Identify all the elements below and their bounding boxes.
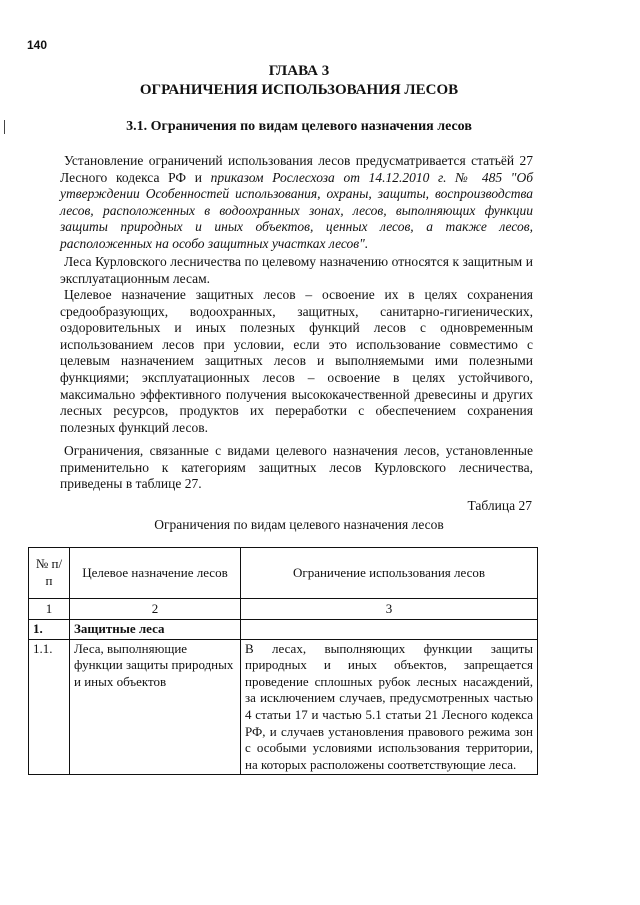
column-number-row xyxy=(29,599,538,620)
paragraph-2: Леса Курловского лесничества по целевому назначению относятся к защитным и эксплуатационным лесам. xyxy=(60,254,533,286)
header-restriction: Ограничение использования лесов xyxy=(241,548,538,599)
table-row xyxy=(29,620,538,640)
paragraph-4: Ограничения, связанные с видами целевого назначения лесов, установленные применительно к категориям защитных лесов Курловского лесничества, приведены в таблице 27. xyxy=(60,443,533,492)
table-header-row xyxy=(29,548,538,599)
chapter-title: ОГРАНИЧЕНИЯ ИСПОЛЬЗОВАНИЯ ЛЕСОВ xyxy=(139,82,459,98)
header-purpose: Целевое назначение лесов xyxy=(70,548,241,599)
table-title: Ограничения по видам целевого назначения лесов xyxy=(154,517,444,532)
page-number: 140 xyxy=(27,38,48,52)
column-number: 1 xyxy=(29,599,70,620)
row-restriction: В лесах, выполняющих функции защиты природных и иных объектов, запрещается проведение сплошных рубок лесных насаждений, за исключением случаев, предусмотренных частью 4 статьи 17 и частью 5.1 статьи 21 Лесного кодекса РФ, и случаев установления правового режима зон с особыми условиями использования территории, на которых расположены соответствующие леса. xyxy=(241,639,538,775)
table-number: Таблица 27 xyxy=(467,498,532,513)
row-purpose: Защитные леса xyxy=(70,620,241,640)
paragraph-3: Целевое назначение защитных лесов – освоение их в целях сохранения средообразующих, водоохранных, защитных, санитарно-гигиенических, оздоровительных и иных полезных функций лесов с одновременным использованием лесов при условии, если это использование совместимо с целевым назначением защитных лесов и выполняемыми ими полезными функциями; эксплуатационных лесов – освоение в целях устойчивого, максимально эффективного получения высококачественной древесины и других лесных ресурсов, продуктов их переработки с обеспечением сохранения полезных функций лесов. xyxy=(60,287,533,435)
column-number: 2 xyxy=(70,599,241,620)
paragraph-1-order-citation: приказом Рослесхоза от 14.12.2010 г. № 485 "Об утверждении Особенностей использования, охраны, защиты, воспроизводства лесов, расположенных в водоохранных зонах, лесов, выполняющих функции защиты природных и иных объектов, ценных лесов, а также лесов, расположенных на особо защитных участках лесов". xyxy=(60,169,533,251)
paragraph-1 xyxy=(60,153,533,253)
row-purpose: Леса, выполняющие функции защиты природных и иных объектов xyxy=(70,639,241,775)
column-number: 3 xyxy=(241,599,538,620)
scan-mark xyxy=(4,120,5,134)
header-no: № п/п xyxy=(29,548,70,599)
row-no: 1.1. xyxy=(29,639,70,775)
restrictions-table xyxy=(28,547,538,775)
chapter-label: ГЛАВА 3 xyxy=(268,63,330,79)
paragraph-1-text: Установление ограничений использования лесов предусматривается статьёй 27 Лесного кодекса РФ и xyxy=(60,153,533,185)
section-title: 3.1. Ограничения по видам целевого назначения лесов xyxy=(126,119,472,134)
row-restriction xyxy=(241,620,538,640)
table-row xyxy=(29,639,538,775)
row-no: 1. xyxy=(29,620,70,640)
